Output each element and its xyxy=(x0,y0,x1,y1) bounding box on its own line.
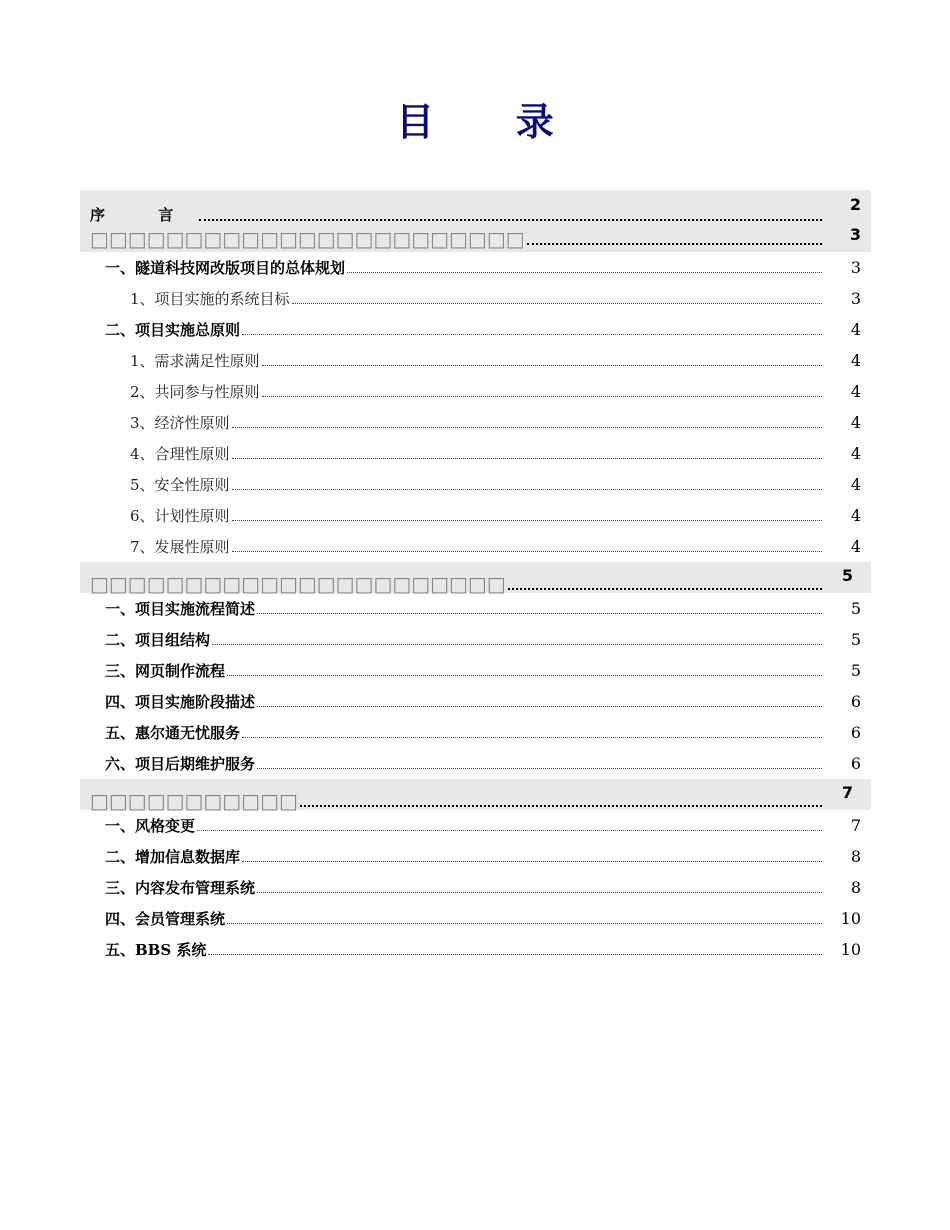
toc-entry[interactable] xyxy=(80,903,871,934)
toc-leader xyxy=(90,789,822,813)
toc-entry[interactable] xyxy=(80,345,871,376)
dot-leader xyxy=(257,612,822,614)
toc-entry[interactable] xyxy=(80,934,871,965)
dot-leader xyxy=(242,860,822,862)
toc-leader xyxy=(130,476,822,494)
toc-leader xyxy=(105,600,822,618)
toc-entry[interactable] xyxy=(80,407,871,438)
toc-page-number: 4 xyxy=(850,444,861,463)
toc-page-number: 10 xyxy=(840,909,861,928)
toc-entry[interactable] xyxy=(80,252,871,283)
toc-entry[interactable] xyxy=(80,872,871,903)
toc-leader xyxy=(130,445,822,463)
toc-label: 一、隧道科技网改版项目的总体规划 xyxy=(105,259,346,277)
dot-leader xyxy=(508,587,822,590)
dot-leader xyxy=(232,550,822,552)
toc-page-number: 8 xyxy=(850,847,861,866)
toc-page-number: 4 xyxy=(850,320,861,339)
toc-leader xyxy=(105,693,822,711)
toc-label: □□□□□□□□□□□□□□□□□□□□□□ xyxy=(90,572,506,596)
toc-chapter-preface[interactable] xyxy=(80,190,871,252)
toc-section-1 xyxy=(80,252,871,562)
toc-page-number: 2 xyxy=(849,195,861,214)
toc-leader xyxy=(105,848,822,866)
toc-leader xyxy=(90,206,822,224)
toc-chapter-3[interactable] xyxy=(80,779,871,813)
dot-leader xyxy=(257,705,822,707)
toc-page-number: 10 xyxy=(840,940,861,959)
toc-leader xyxy=(130,538,822,556)
toc-chapter-2[interactable] xyxy=(80,562,871,596)
toc-leader xyxy=(105,879,822,897)
toc-label: 1、项目实施的系统目标 xyxy=(130,290,290,308)
toc-leader xyxy=(105,631,822,649)
dot-leader xyxy=(212,643,822,645)
page-title: 目 录 xyxy=(396,100,589,144)
toc-label: 5、安全性原则 xyxy=(130,476,230,494)
toc-leader xyxy=(130,383,822,401)
toc-page-number: 6 xyxy=(850,692,861,711)
toc-entry[interactable] xyxy=(80,469,871,500)
toc-page-number: 3 xyxy=(850,289,861,308)
toc-leader xyxy=(130,507,822,525)
toc-label: 二、项目实施总原则 xyxy=(105,321,241,339)
toc-entry[interactable] xyxy=(80,841,871,872)
toc-page-number: 5 xyxy=(850,661,861,680)
toc-leader xyxy=(105,817,822,835)
dot-leader xyxy=(232,457,822,459)
dot-leader xyxy=(232,519,822,521)
dot-leader xyxy=(242,736,822,738)
dot-leader xyxy=(232,488,822,490)
toc-page-number: 6 xyxy=(850,723,861,742)
toc-page-number: 5 xyxy=(850,630,861,649)
dot-leader xyxy=(208,953,822,955)
toc-leader xyxy=(130,352,822,370)
toc-page-number: 7 xyxy=(850,816,861,835)
toc-entry[interactable] xyxy=(80,314,871,345)
toc-label: 六、项目后期维护服务 xyxy=(105,755,256,773)
table-of-contents xyxy=(80,190,871,965)
toc-page-number: 5 xyxy=(850,599,861,618)
toc-leader xyxy=(90,227,822,251)
toc-label: 序 言 xyxy=(90,206,198,224)
toc-leader xyxy=(105,724,822,742)
toc-entry[interactable] xyxy=(80,655,871,686)
toc-page-number: 4 xyxy=(850,413,861,432)
toc-entry[interactable] xyxy=(80,717,871,748)
toc-label: 二、增加信息数据库 xyxy=(105,848,241,866)
toc-label: 四、项目实施阶段描述 xyxy=(105,693,256,711)
toc-entry[interactable] xyxy=(80,283,871,314)
toc-page-number: 4 xyxy=(850,351,861,370)
toc-label: 一、风格变更 xyxy=(105,817,196,835)
toc-entry[interactable] xyxy=(80,500,871,531)
dot-leader xyxy=(227,674,822,676)
toc-page-number: 4 xyxy=(850,537,861,556)
toc-label: 一、项目实施流程简述 xyxy=(105,600,256,618)
dot-leader xyxy=(232,426,822,428)
toc-page-number: 8 xyxy=(850,878,861,897)
toc-leader xyxy=(105,941,822,959)
toc-page-number: 4 xyxy=(850,506,861,525)
toc-page-number: 4 xyxy=(850,382,861,401)
toc-entry[interactable] xyxy=(80,624,871,655)
toc-entry[interactable] xyxy=(80,810,871,841)
toc-label: 2、共同参与性原则 xyxy=(130,383,260,401)
toc-label: 三、网页制作流程 xyxy=(105,662,226,680)
dot-leader xyxy=(292,302,822,304)
toc-leader xyxy=(90,572,822,596)
toc-section-2 xyxy=(80,593,871,779)
toc-page-number: 3 xyxy=(849,225,861,244)
toc-label: 二、项目组结构 xyxy=(105,631,211,649)
toc-label: 三、内容发布管理系统 xyxy=(105,879,256,897)
toc-leader xyxy=(130,414,822,432)
dot-leader xyxy=(300,804,822,807)
toc-label: □□□□□□□□□□□□□□□□□□□□□□□ xyxy=(90,227,525,251)
dot-leader xyxy=(257,767,822,769)
dot-leader xyxy=(199,218,822,221)
toc-entry[interactable] xyxy=(80,438,871,469)
dot-leader xyxy=(242,333,822,335)
toc-page-number: 7 xyxy=(841,783,853,802)
toc-leader xyxy=(105,910,822,928)
toc-page-number: 3 xyxy=(850,258,861,277)
toc-leader xyxy=(105,259,822,277)
toc-label: 3、经济性原则 xyxy=(130,414,230,432)
toc-label: 五、惠尔通无忧服务 xyxy=(105,724,241,742)
toc-leader xyxy=(105,755,822,773)
dot-leader xyxy=(257,891,822,893)
toc-label: 四、会员管理系统 xyxy=(105,910,226,928)
toc-entry[interactable] xyxy=(80,593,871,624)
dot-leader xyxy=(347,271,822,273)
toc-entry[interactable] xyxy=(80,748,871,779)
toc-label: 7、发展性原则 xyxy=(130,538,230,556)
toc-label: 1、需求满足性原则 xyxy=(130,352,260,370)
dot-leader xyxy=(227,922,822,924)
toc-leader xyxy=(105,321,822,339)
toc-entry[interactable] xyxy=(80,531,871,562)
toc-entry[interactable] xyxy=(80,686,871,717)
toc-page-number: 6 xyxy=(850,754,861,773)
toc-page-number: 4 xyxy=(850,475,861,494)
toc-label: □□□□□□□□□□□ xyxy=(90,789,298,813)
dot-leader xyxy=(527,242,822,245)
toc-label: 4、合理性原则 xyxy=(130,445,230,463)
toc-entry[interactable] xyxy=(80,376,871,407)
dot-leader xyxy=(262,395,822,397)
dot-leader xyxy=(197,829,822,831)
toc-leader xyxy=(130,290,822,308)
toc-label: 6、计划性原则 xyxy=(130,507,230,525)
toc-leader xyxy=(105,662,822,680)
toc-section-3 xyxy=(80,810,871,965)
dot-leader xyxy=(262,364,822,366)
toc-label: 五、BBS 系统 xyxy=(105,941,207,959)
toc-page-number: 5 xyxy=(841,566,853,585)
